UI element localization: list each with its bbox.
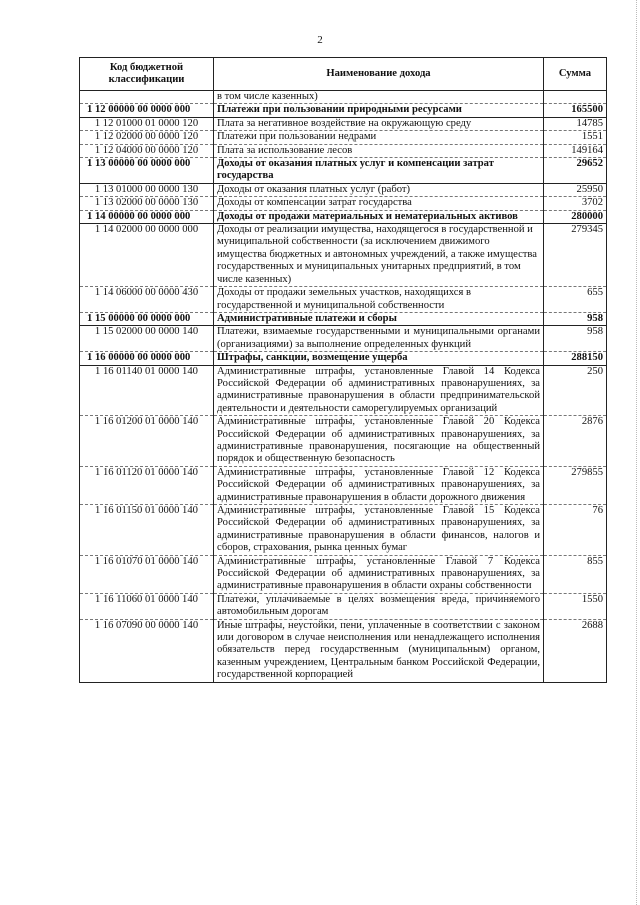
table-row [80,91,607,104]
table-row [80,416,607,467]
code-cell: 1 16 01150 01 0000 140 [80,505,214,556]
table-row [80,352,607,365]
amount-cell: 958 [544,326,607,352]
code-cell: 1 14 00000 00 0000 000 [80,210,214,223]
code-cell: 1 13 01000 00 0000 130 [80,183,214,196]
amount-cell: 855 [544,555,607,593]
name-cell: в том числе казенных) [214,91,544,104]
amount-cell: 25950 [544,183,607,196]
table-row [80,210,607,223]
amount-cell: 655 [544,287,607,313]
code-cell: 1 16 01070 01 0000 140 [80,555,214,593]
name-cell: Административные штрафы, установленные Главой 14 Кодекса Российской Федерации об административных правонарушениях, за административные правонарушения в области предпринимательской деятельности и деятельности саморегулируемых организаций [214,365,544,416]
name-cell: Доходы от компенсации затрат государства [214,197,544,210]
code-cell: 1 14 06000 00 0000 430 [80,287,214,313]
table-header [80,58,607,91]
amount-cell: 3702 [544,197,607,210]
code-cell: 1 16 01120 01 0000 140 [80,466,214,504]
header-amount: Сумма [544,58,607,91]
code-cell: 1 16 07090 00 0000 140 [80,619,214,682]
table-row [80,183,607,196]
table-row [80,104,607,117]
name-cell: Доходы от реализации имущества, находящегося в государственной и муниципальной собственности (за исключением движимого имущества бюджетных и автономных учреждений, а также имущества государственных и муниципальных унитарных предприятий, в том числе казенных) [214,224,544,287]
table-row [80,144,607,157]
code-cell: 1 12 04000 00 0000 120 [80,144,214,157]
amount-cell: 14785 [544,117,607,130]
code-cell: 1 13 00000 00 0000 000 [80,158,214,184]
table-row [80,326,607,352]
code-cell: 1 12 02000 00 0000 120 [80,131,214,144]
name-cell: Административные штрафы, установленные Главой 20 Кодекса Российской Федерации об административных правонарушениях, за административные правонарушения, посягающие на общественный порядок и общественную безопасность [214,416,544,467]
amount-cell: 76 [544,505,607,556]
name-cell: Доходы от оказания платных услуг и компенсации затрат государства [214,158,544,184]
page-edge-line [636,0,637,905]
table-row [80,287,607,313]
header-code: Код бюджетной классификации [80,58,214,91]
name-cell: Доходы от продажи материальных и нематериальных активов [214,210,544,223]
table-row [80,593,607,619]
code-cell: 1 16 01200 01 0000 140 [80,416,214,467]
code-cell: 1 16 00000 00 0000 000 [80,352,214,365]
code-cell: 1 15 00000 00 0000 000 [80,312,214,325]
name-cell: Плата за негативное воздействие на окружающую среду [214,117,544,130]
header-name: Наименование дохода [214,58,544,91]
table-row [80,365,607,416]
name-cell: Штрафы, санкции, возмещение ущерба [214,352,544,365]
name-cell: Доходы от оказания платных услуг (работ) [214,183,544,196]
table-row [80,555,607,593]
amount-cell: 288150 [544,352,607,365]
amount-cell: 279855 [544,466,607,504]
table-row [80,117,607,130]
table-row [80,158,607,184]
code-cell: 1 12 01000 01 0000 120 [80,117,214,130]
table-row [80,197,607,210]
name-cell: Платежи, уплачиваемые в целях возмещения вреда, причиняемого автомобильным дорогам [214,593,544,619]
name-cell: Административные штрафы, установленные Главой 15 Кодекса Российской Федерации об административных правонарушениях, за административные правонарушения в области финансов, налогов и сборов, страхования, рынка ценных бумаг [214,505,544,556]
table-row [80,224,607,287]
code-cell: 1 16 11060 01 0000 140 [80,593,214,619]
amount-cell: 165500 [544,104,607,117]
revenue-table [79,57,607,683]
code-cell: 1 14 02000 00 0000 000 [80,224,214,287]
page-number: 2 [317,34,323,46]
table-row [80,312,607,325]
code-cell: 1 13 02000 00 0000 130 [80,197,214,210]
amount-cell: 958 [544,312,607,325]
code-cell: 1 16 01140 01 0000 140 [80,365,214,416]
amount-cell: 29652 [544,158,607,184]
amount-cell: 149164 [544,144,607,157]
name-cell: Административные штрафы, установленные Главой 7 Кодекса Российской Федерации об административных правонарушениях, за административные правонарушения в области охраны собственности [214,555,544,593]
code-cell: 1 15 02000 00 0000 140 [80,326,214,352]
table-row [80,619,607,682]
code-cell: 1 12 00000 00 0000 000 [80,104,214,117]
name-cell: Иные штрафы, неустойки, пени, уплаченные в соответствии с законом или договором в случае неисполнения или ненадлежащего исполнения обязательств перед государственным (муниципальным) органом, казенным учреждением, Центральным банком Российской Федерации, государственной корпорацией [214,619,544,682]
code-cell [80,91,214,104]
table-row [80,131,607,144]
table-body [80,91,607,683]
amount-cell: 1550 [544,593,607,619]
table-row [80,505,607,556]
name-cell: Платежи при пользовании природными ресурсами [214,104,544,117]
name-cell: Платежи, взимаемые государственными и муниципальными органами (организациями) за выполнение определенных функций [214,326,544,352]
table-row [80,466,607,504]
name-cell: Платежи при пользовании недрами [214,131,544,144]
name-cell: Административные штрафы, установленные Главой 12 Кодекса Российской Федерации об административных правонарушениях, за административные правонарушения в области дорожного движения [214,466,544,504]
name-cell: Плата за использование лесов [214,144,544,157]
amount-cell: 250 [544,365,607,416]
amount-cell: 280000 [544,210,607,223]
amount-cell [544,91,607,104]
amount-cell: 1551 [544,131,607,144]
name-cell: Административные платежи и сборы [214,312,544,325]
amount-cell: 279345 [544,224,607,287]
amount-cell: 2876 [544,416,607,467]
amount-cell: 2688 [544,619,607,682]
name-cell: Доходы от продажи земельных участков, находящихся в государственной и муниципальной собственности [214,287,544,313]
